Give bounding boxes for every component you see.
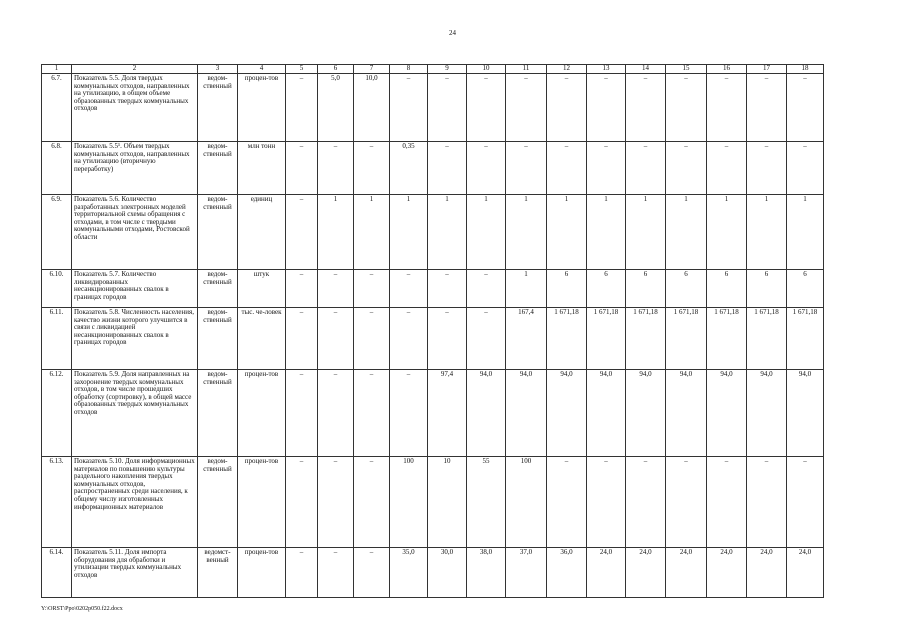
table-row	[42, 142, 824, 195]
value-cell: –	[286, 370, 318, 457]
value-cell: –	[747, 74, 787, 142]
value-cell: –	[390, 74, 428, 142]
value-cell: –	[428, 74, 467, 142]
column-header: 6	[318, 65, 354, 74]
row-number: 6.12.	[42, 370, 72, 457]
data-source: ведом-ственный	[198, 270, 238, 308]
data-source: ведом-ственный	[198, 370, 238, 457]
value-cell: –	[547, 74, 587, 142]
indicator-name: Показатель 5.5¹. Объем твердых коммунальных отходов, направленных на утилизацию (вторичную переработку)	[72, 142, 198, 195]
value-cell: 24,0	[587, 548, 626, 598]
value-cell: 1	[547, 195, 587, 270]
value-cell: –	[318, 270, 354, 308]
indicator-name: Показатель 5.10. Доля информационных материалов по повышению культуры раздельного накопления твердых коммунальных отходов, распространенных среди населения, к общему числу изготовленных информационных материалов	[72, 457, 198, 548]
value-cell: –	[286, 457, 318, 548]
value-cell: 6	[747, 270, 787, 308]
value-cell: 97,4	[428, 370, 467, 457]
indicator-name: Показатель 5.8. Численность населения, качество жизни которого улучшится в связи с ликвидацией несанкционированных свалок в границах городов	[72, 308, 198, 370]
column-header: 4	[238, 65, 286, 74]
value-cell: –	[626, 74, 666, 142]
row-number: 6.9.	[42, 195, 72, 270]
table-row	[42, 548, 824, 598]
value-cell: –	[707, 74, 747, 142]
data-source: ведомст-венный	[198, 548, 238, 598]
value-cell: –	[467, 74, 506, 142]
value-cell: –	[707, 457, 747, 548]
value-cell: 6	[787, 270, 824, 308]
value-cell: 1 671,18	[707, 308, 747, 370]
value-cell: 100	[390, 457, 428, 548]
value-cell: 30,0	[428, 548, 467, 598]
unit: млн тонн	[238, 142, 286, 195]
value-cell: 94,0	[707, 370, 747, 457]
indicator-name: Показатель 5.9. Доля направленных на захоронение твердых коммунальных отходов, в том числе прошедших обработку (сортировку), в общей массе образованных твердых коммунальных отходов	[72, 370, 198, 457]
value-cell: 1	[354, 195, 390, 270]
value-cell: 24,0	[666, 548, 707, 598]
table-row	[42, 370, 824, 457]
value-cell: –	[467, 142, 506, 195]
row-number: 6.14.	[42, 548, 72, 598]
unit: процен-тов	[238, 370, 286, 457]
value-cell: –	[787, 74, 824, 142]
value-cell: –	[666, 74, 707, 142]
column-header: 5	[286, 65, 318, 74]
column-header: 13	[587, 65, 626, 74]
value-cell: –	[747, 142, 787, 195]
indicator-name: Показатель 5.5. Доля твердых коммунальных отходов, направленных на утилизацию, в общем объеме образованных твердых коммунальных отходов	[72, 74, 198, 142]
value-cell: –	[390, 308, 428, 370]
value-cell: –	[354, 308, 390, 370]
value-cell: –	[354, 370, 390, 457]
data-source: ведом-ственный	[198, 74, 238, 142]
value-cell: 1	[506, 195, 547, 270]
value-cell: –	[286, 74, 318, 142]
table-body	[42, 74, 824, 598]
value-cell: 94,0	[747, 370, 787, 457]
column-header: 11	[506, 65, 547, 74]
data-source: ведом-ственный	[198, 142, 238, 195]
value-cell: 94,0	[666, 370, 707, 457]
column-header: 1	[42, 65, 72, 74]
value-cell: –	[547, 142, 587, 195]
unit: процен-тов	[238, 74, 286, 142]
indicator-name: Показатель 5.11. Доля импорта оборудования для обработки и утилизации твердых коммунальных отходов	[72, 548, 198, 598]
value-cell: –	[626, 457, 666, 548]
value-cell: 5,0	[318, 74, 354, 142]
value-cell: –	[318, 142, 354, 195]
value-cell: –	[286, 308, 318, 370]
value-cell: –	[318, 457, 354, 548]
value-cell: –	[506, 74, 547, 142]
value-cell: 1	[506, 270, 547, 308]
value-cell: –	[707, 142, 747, 195]
row-number: 6.11.	[42, 308, 72, 370]
indicator-name: Показатель 5.7. Количество ликвидированных несанкционированных свалок в границах городов	[72, 270, 198, 308]
value-cell: 1	[467, 195, 506, 270]
indicators-table	[41, 64, 824, 598]
value-cell: 1	[747, 195, 787, 270]
value-cell: 167,4	[506, 308, 547, 370]
value-cell: 1 671,18	[666, 308, 707, 370]
value-cell: –	[428, 142, 467, 195]
column-header: 14	[626, 65, 666, 74]
value-cell: –	[467, 308, 506, 370]
value-cell: 38,0	[467, 548, 506, 598]
value-cell: 1	[666, 195, 707, 270]
unit: единиц	[238, 195, 286, 270]
value-cell: 6	[587, 270, 626, 308]
value-cell: 24,0	[626, 548, 666, 598]
value-cell: 100	[506, 457, 547, 548]
value-cell: 94,0	[587, 370, 626, 457]
value-cell: 94,0	[626, 370, 666, 457]
column-header: 2	[72, 65, 198, 74]
value-cell: 10	[428, 457, 467, 548]
value-cell: 1	[390, 195, 428, 270]
value-cell: –	[506, 142, 547, 195]
value-cell: –	[318, 308, 354, 370]
value-cell: 24,0	[707, 548, 747, 598]
value-cell: –	[286, 195, 318, 270]
page-number: 24	[449, 29, 456, 37]
table-row	[42, 308, 824, 370]
value-cell: 36,0	[547, 548, 587, 598]
value-cell: –	[747, 457, 787, 548]
indicator-name: Показатель 5.6. Количество разработанных электронных моделей территориальной схемы обращения с отходами, в том числе с твердыми коммунальными отходами, Ростовской области	[72, 195, 198, 270]
value-cell: –	[787, 142, 824, 195]
value-cell: –	[787, 457, 824, 548]
value-cell: 1	[587, 195, 626, 270]
value-cell: –	[390, 270, 428, 308]
unit: тыс. че-ловек	[238, 308, 286, 370]
table-row	[42, 74, 824, 142]
unit: штук	[238, 270, 286, 308]
value-cell: 1	[428, 195, 467, 270]
value-cell: 1 671,18	[547, 308, 587, 370]
value-cell: 94,0	[467, 370, 506, 457]
value-cell: 1	[787, 195, 824, 270]
column-header: 15	[666, 65, 707, 74]
column-header: 7	[354, 65, 390, 74]
value-cell: 1 671,18	[747, 308, 787, 370]
row-number: 6.10.	[42, 270, 72, 308]
value-cell: 55	[467, 457, 506, 548]
value-cell: 1	[626, 195, 666, 270]
value-cell: 1 671,18	[787, 308, 824, 370]
column-header: 9	[428, 65, 467, 74]
column-header: 17	[747, 65, 787, 74]
column-header: 3	[198, 65, 238, 74]
row-number: 6.7.	[42, 74, 72, 142]
table-row	[42, 457, 824, 548]
value-cell: 94,0	[506, 370, 547, 457]
value-cell: 6	[626, 270, 666, 308]
value-cell: 10,0	[354, 74, 390, 142]
value-cell: –	[626, 142, 666, 195]
value-cell: –	[666, 457, 707, 548]
value-cell: –	[390, 370, 428, 457]
unit: процен-тов	[238, 548, 286, 598]
value-cell: –	[428, 270, 467, 308]
data-source: ведом-ственный	[198, 195, 238, 270]
value-cell: –	[318, 548, 354, 598]
value-cell: –	[428, 308, 467, 370]
value-cell: –	[318, 370, 354, 457]
value-cell: 37,0	[506, 548, 547, 598]
value-cell: –	[354, 457, 390, 548]
column-header: 18	[787, 65, 824, 74]
row-number: 6.8.	[42, 142, 72, 195]
column-header: 8	[390, 65, 428, 74]
value-cell: 1	[318, 195, 354, 270]
file-path-footer: Y:\ORST\Ppo\0202p050.f22.docx	[41, 606, 123, 612]
header-row	[42, 65, 824, 74]
value-cell: –	[354, 142, 390, 195]
value-cell: 24,0	[747, 548, 787, 598]
value-cell: –	[547, 457, 587, 548]
value-cell: 6	[707, 270, 747, 308]
value-cell: 1	[707, 195, 747, 270]
value-cell: 94,0	[547, 370, 587, 457]
value-cell: –	[587, 457, 626, 548]
value-cell: –	[286, 142, 318, 195]
value-cell: 1 671,18	[626, 308, 666, 370]
value-cell: 6	[547, 270, 587, 308]
value-cell: 24,0	[787, 548, 824, 598]
value-cell: –	[467, 270, 506, 308]
column-header: 12	[547, 65, 587, 74]
table-row	[42, 270, 824, 308]
value-cell: –	[666, 142, 707, 195]
value-cell: –	[354, 270, 390, 308]
value-cell: 0,35	[390, 142, 428, 195]
value-cell: –	[354, 548, 390, 598]
unit: процен-тов	[238, 457, 286, 548]
value-cell: –	[286, 548, 318, 598]
table-row	[42, 195, 824, 270]
data-source: ведом-ственный	[198, 457, 238, 548]
value-cell: –	[587, 74, 626, 142]
column-header: 10	[467, 65, 506, 74]
value-cell: 94,0	[787, 370, 824, 457]
value-cell: –	[587, 142, 626, 195]
value-cell: 35,0	[390, 548, 428, 598]
column-header: 16	[707, 65, 747, 74]
value-cell: 6	[666, 270, 707, 308]
value-cell: –	[286, 270, 318, 308]
value-cell: 1 671,18	[587, 308, 626, 370]
data-source: ведом-ственный	[198, 308, 238, 370]
row-number: 6.13.	[42, 457, 72, 548]
